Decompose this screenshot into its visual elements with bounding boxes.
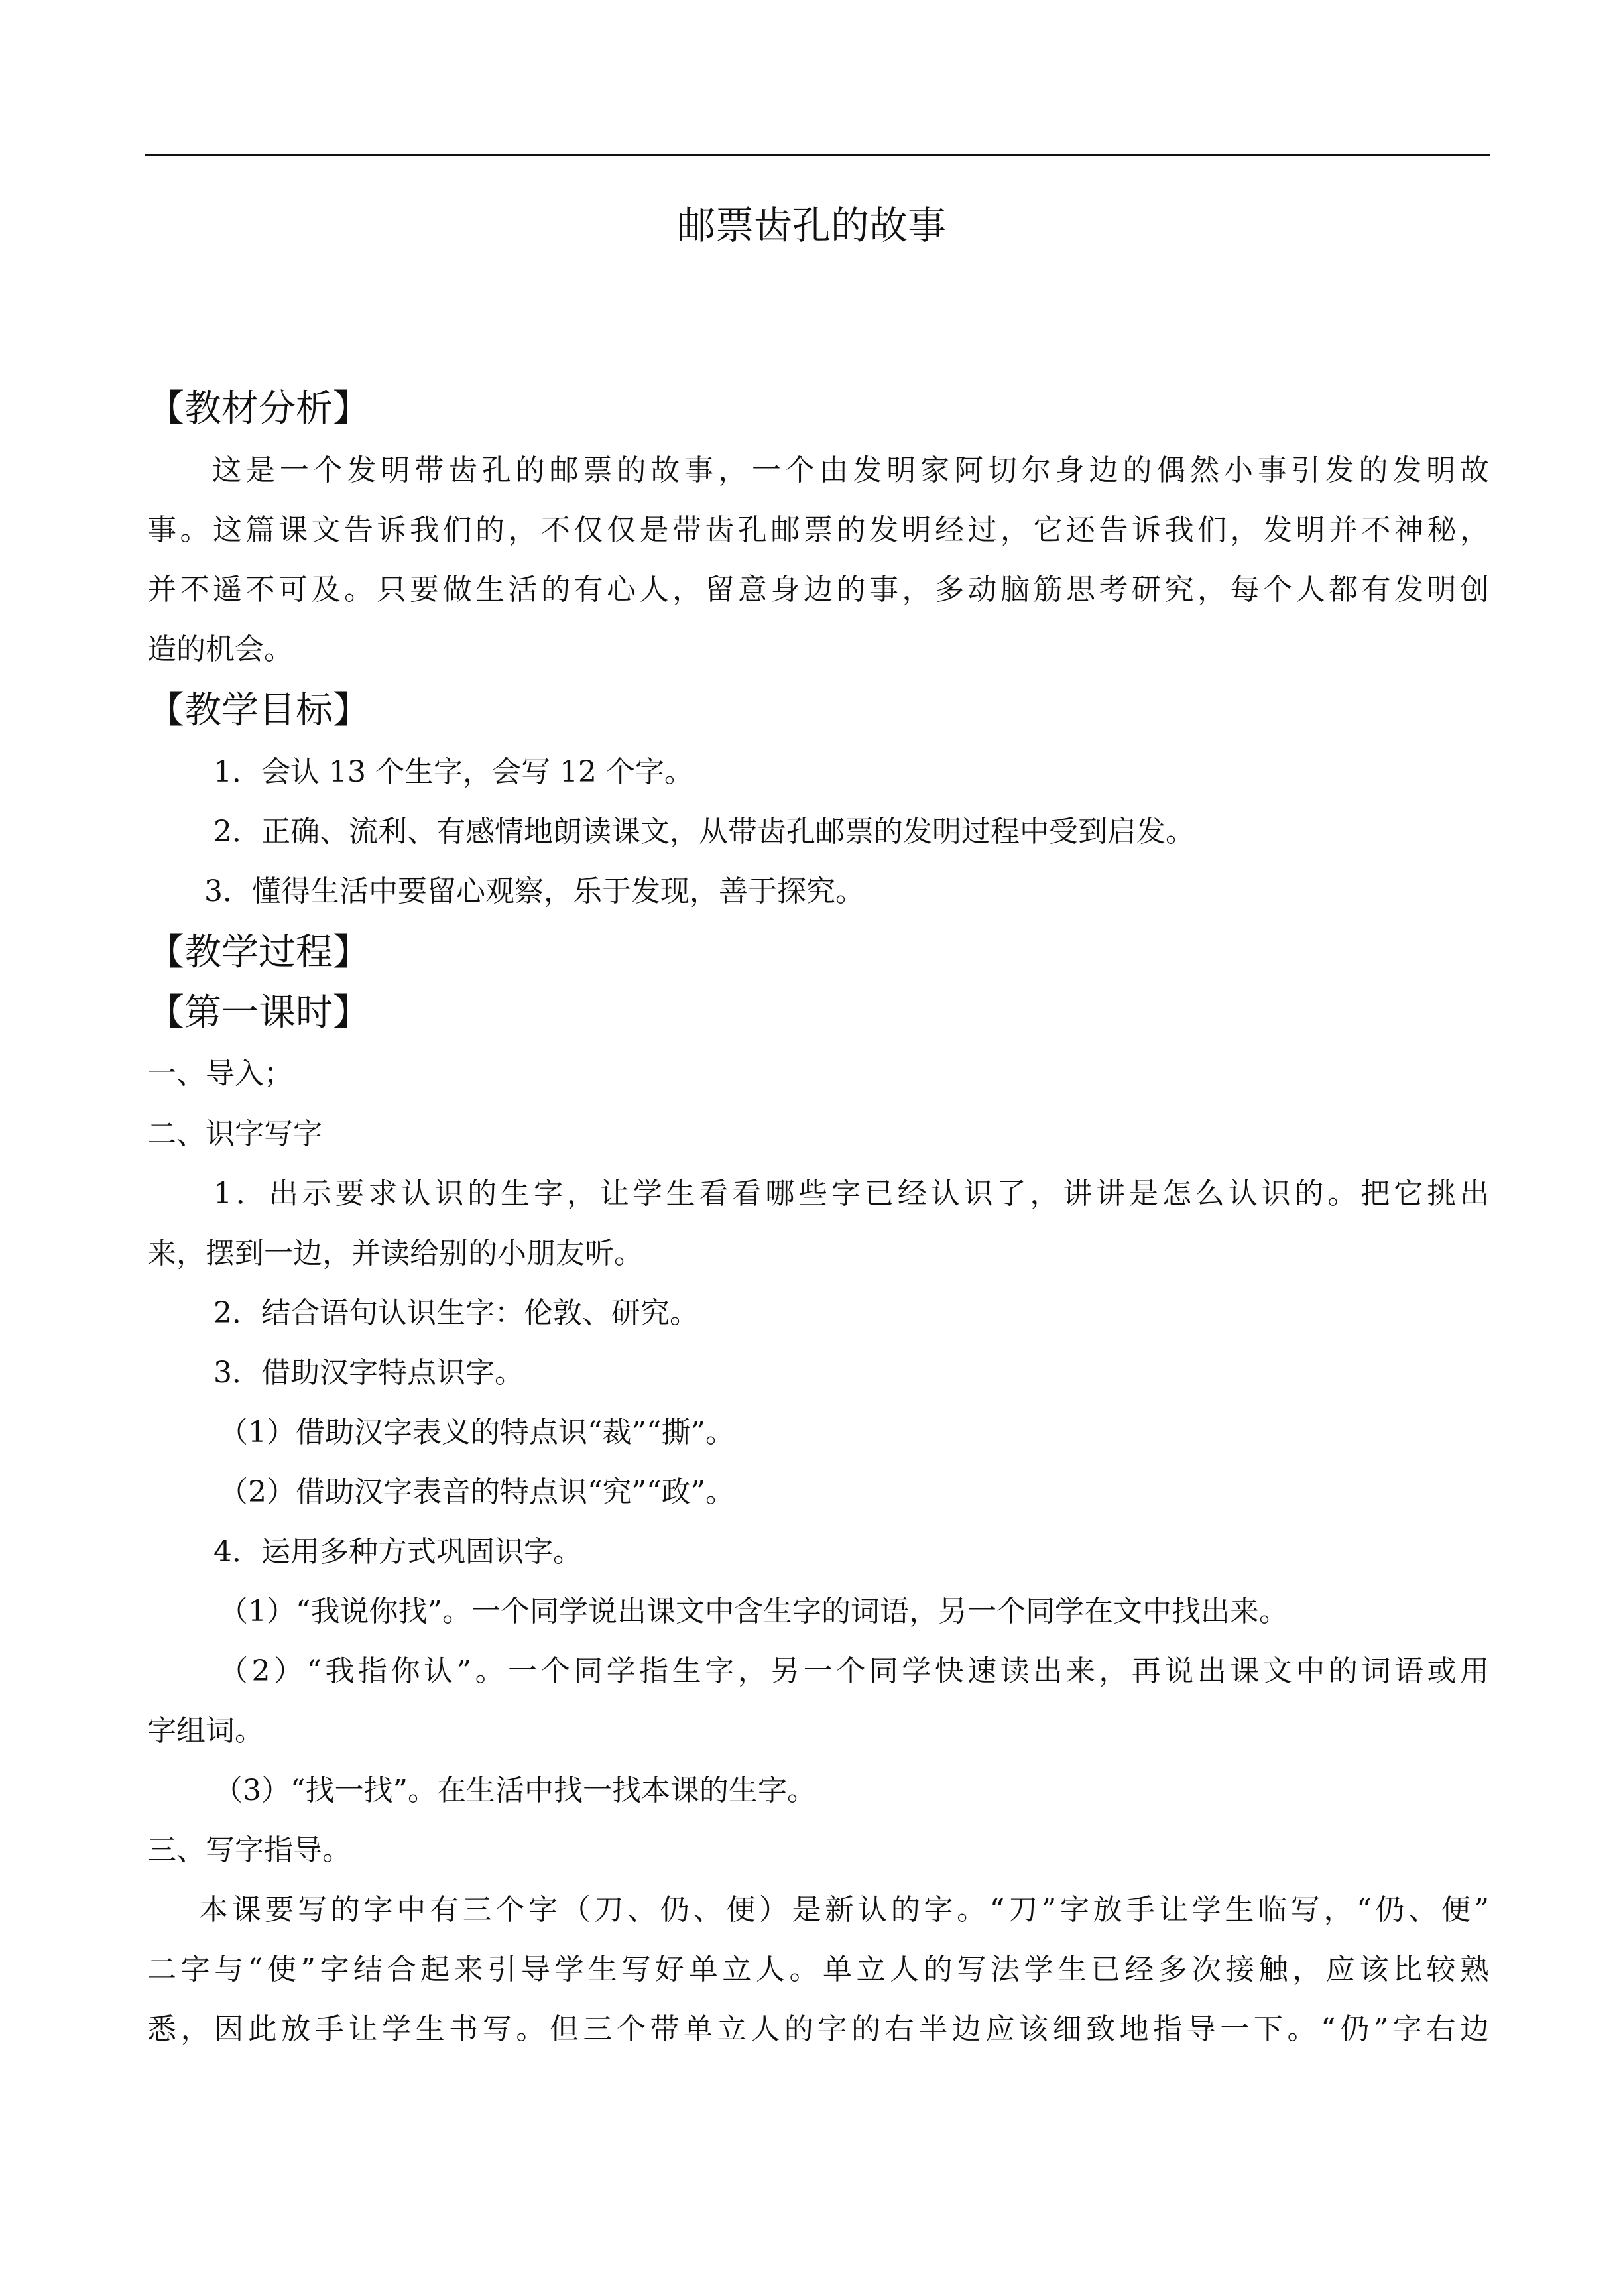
writing-line-3: 悉，因此放手让学生书写。但三个带单立人的字的右半边应该细致地指导一下。“仍”字右边 <box>147 2012 1489 2046</box>
heading-process: 【教学过程】 <box>147 931 370 974</box>
heading-lesson1: 【第一课时】 <box>147 991 370 1034</box>
analysis-line-4: 造的机会。 <box>147 633 293 666</box>
literacy-item-1b: 来，摆到一边，并读给别的小朋友听。 <box>147 1237 643 1270</box>
literacy-item-4: 4．运用多种方式巩固识字。 <box>213 1535 582 1569</box>
page-title: 邮票齿孔的故事 <box>676 203 946 248</box>
section-intro: 一、导入； <box>147 1057 293 1091</box>
heading-analysis: 【教材分析】 <box>147 387 370 430</box>
literacy-item-4-2b: 字组词。 <box>147 1714 264 1748</box>
literacy-item-3: 3．借助汉字特点识字。 <box>213 1356 524 1390</box>
literacy-item-4-3: （3）“找一找”。在生活中找一找本课的生字。 <box>213 1774 816 1807</box>
writing-line-2: 二字与“使”字结合起来引导学生写好单立人。单立人的写法学生已经多次接触，应该比较熟 <box>147 1953 1489 1986</box>
goal-item-1: 1．会认 13 个生字，会写 12 个字。 <box>213 755 693 789</box>
literacy-item-1a: 1．出示要求认识的生字，让学生看看哪些字已经认识了，讲讲是怎么认识的。把它挑出 <box>213 1177 1489 1211</box>
analysis-line-1: 这是一个发明带齿孔的邮票的故事，一个由发明家阿切尔身边的偶然小事引发的发明故 <box>212 453 1489 487</box>
analysis-line-2: 事。这篇课文告诉我们的，不仅仅是带齿孔邮票的发明经过，它还告诉我们，发明并不神秘， <box>147 513 1489 547</box>
section-literacy: 二、识字写字 <box>147 1117 322 1151</box>
literacy-item-2: 2．结合语句认识生字：伦敦、研究。 <box>213 1296 699 1330</box>
writing-line-1: 本课要写的字中有三个字（刀、仍、便）是新认的字。“刀”字放手让学生临写，“仍、便” <box>199 1893 1489 1927</box>
literacy-item-3-1: （1）借助汉字表义的特点识“裁”“撕”。 <box>219 1416 735 1449</box>
goal-item-2: 2．正确、流利、有感情地朗读课文，从带齿孔邮票的发明过程中受到启发。 <box>213 815 1195 849</box>
goal-item-3: 3．懂得生活中要留心观察，乐于发现，善于探究。 <box>204 875 865 908</box>
heading-goals: 【教学目标】 <box>147 689 370 732</box>
header-rule <box>145 154 1490 156</box>
literacy-item-4-1: （1）“我说你找”。一个同学说出课文中含生字的词语，另一个同学在文中找出来。 <box>219 1595 1288 1628</box>
literacy-item-4-2a: （2）“我指你认”。一个同学指生字，另一个同学快速读出来，再说出课文中的词语或用 <box>219 1654 1489 1688</box>
section-writing: 三、写字指导。 <box>147 1833 351 1867</box>
analysis-line-3: 并不遥不可及。只要做生活的有心人，留意身边的事，多动脑筋思考研究，每个人都有发明创 <box>147 573 1489 607</box>
literacy-item-3-2: （2）借助汉字表音的特点识“究”“政”。 <box>219 1475 735 1509</box>
